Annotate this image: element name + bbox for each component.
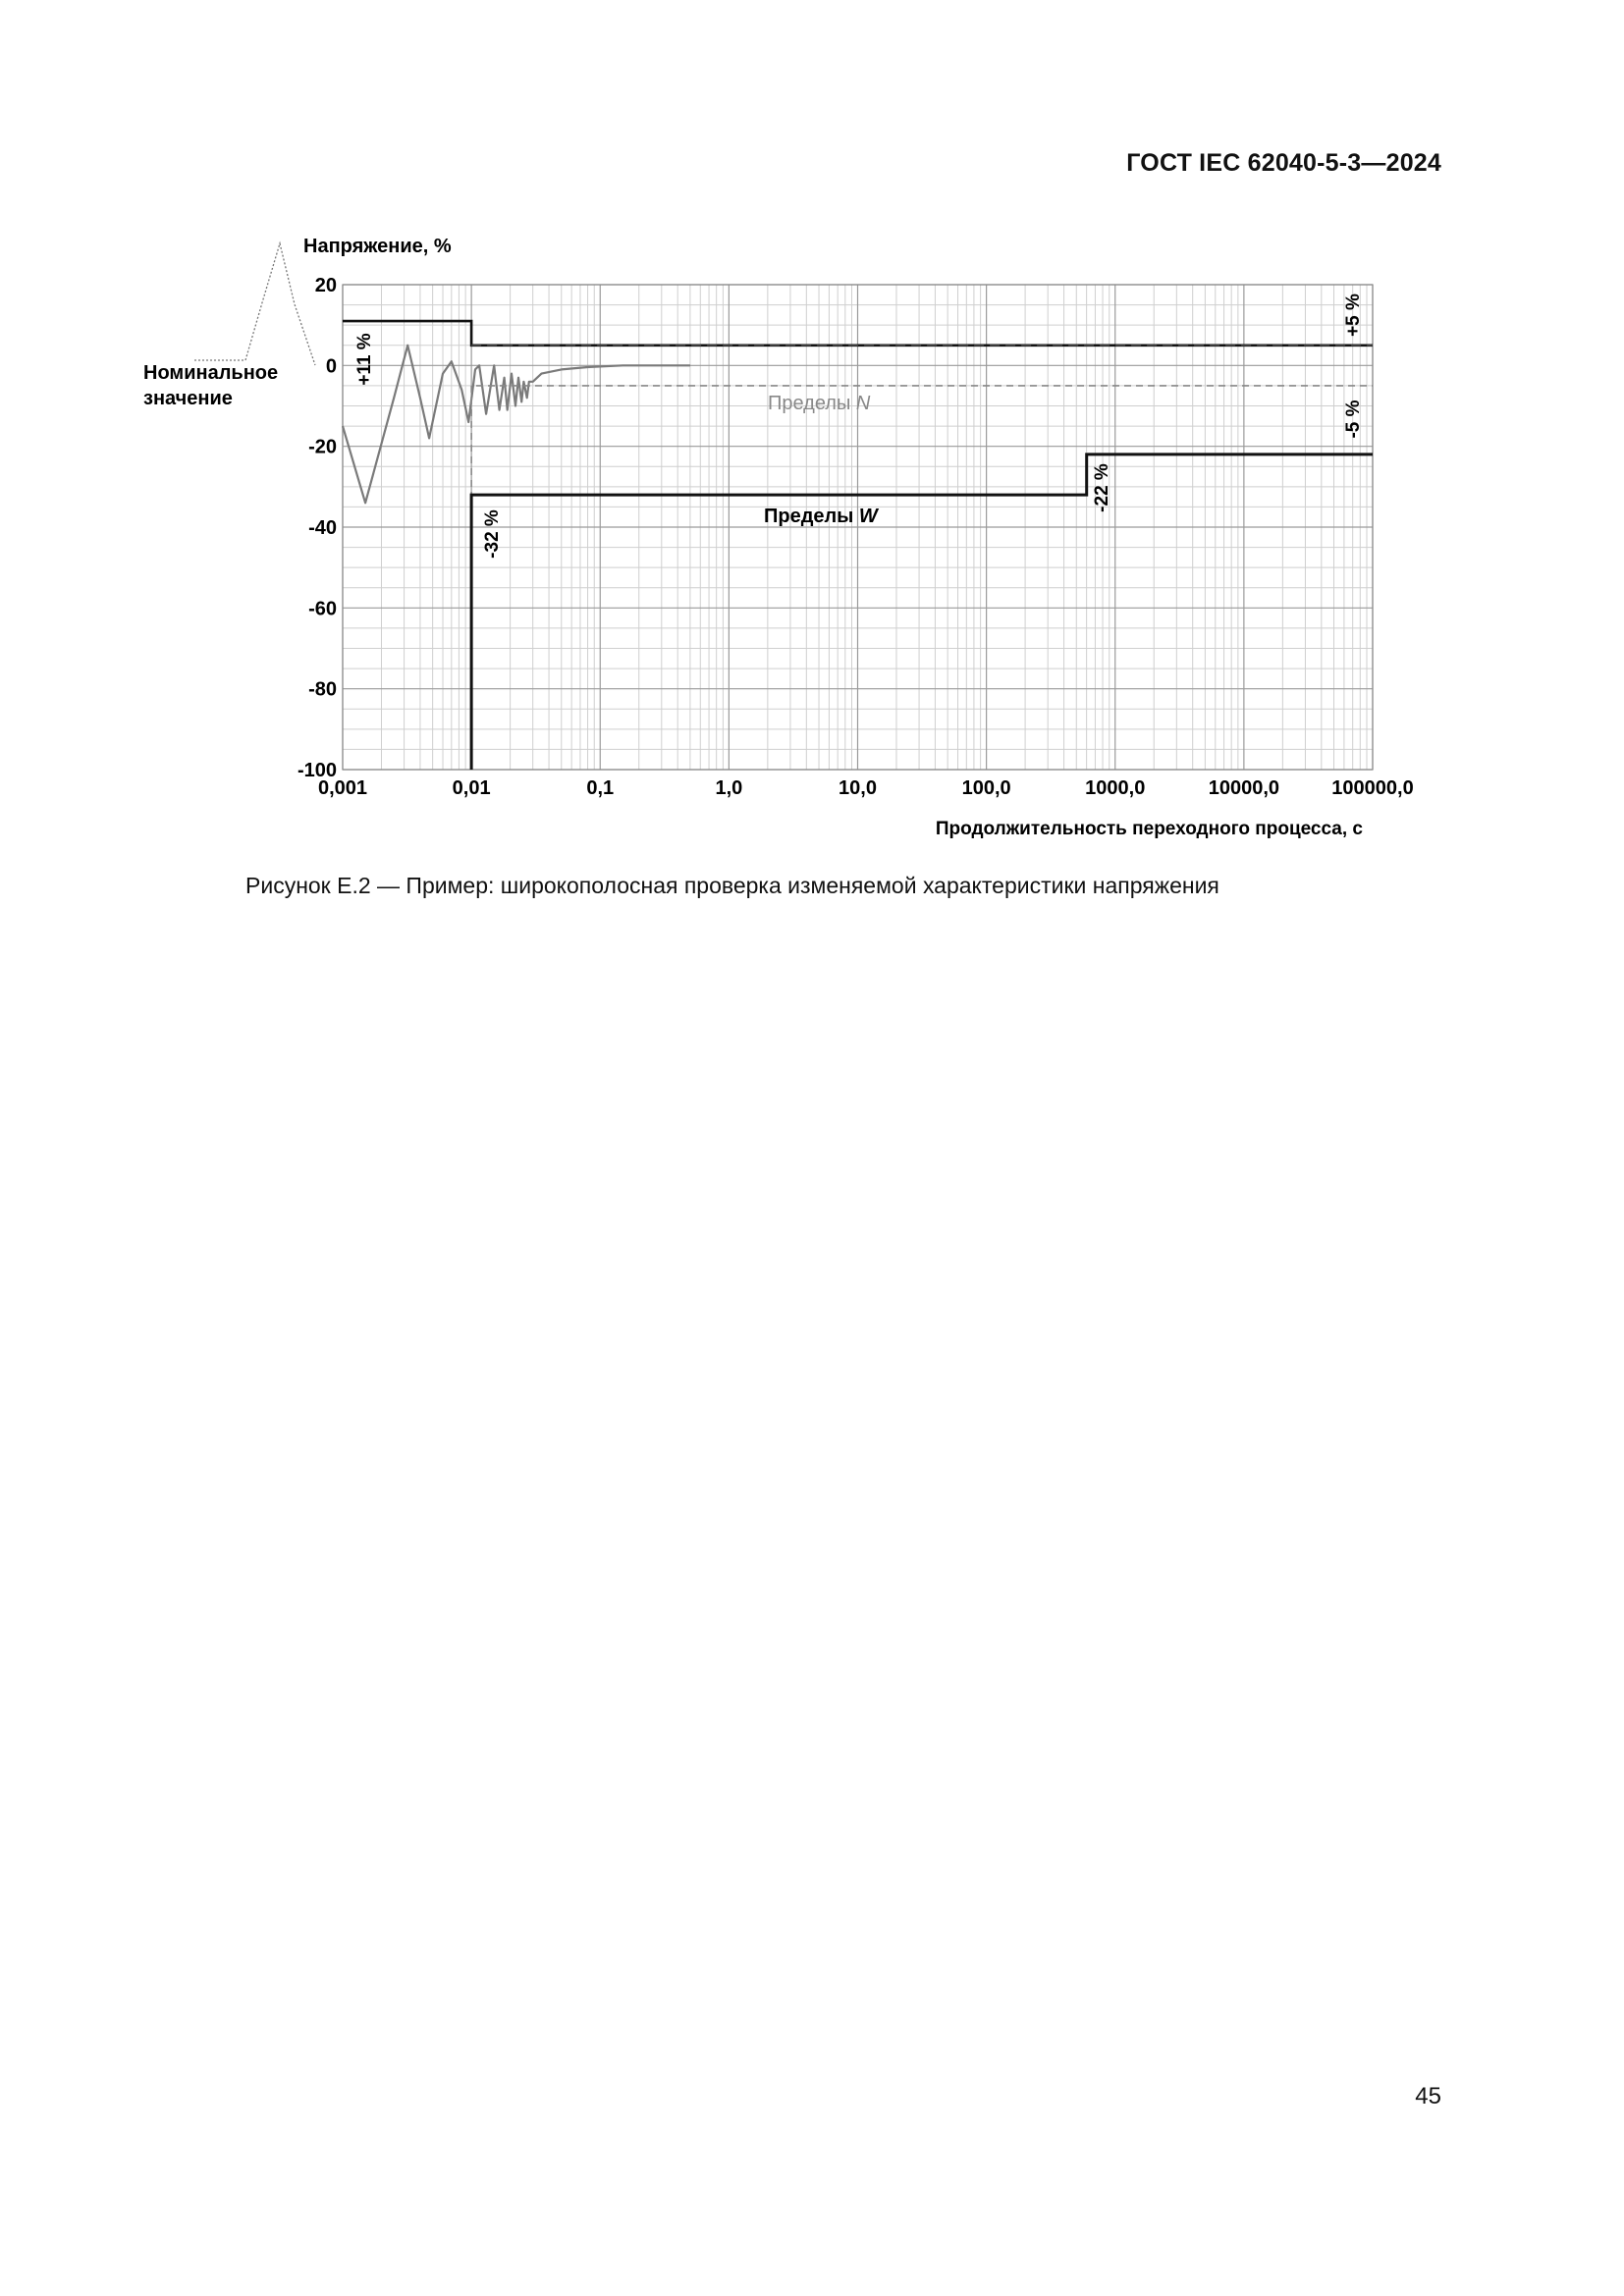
tick-labels: [298, 275, 1414, 799]
y-tick-label: 20: [314, 275, 337, 296]
series-label-w-letter: W: [858, 506, 878, 527]
y-tick-label: -40: [308, 517, 337, 539]
x-tick-label: 100000,0: [1331, 777, 1414, 799]
series-label-w: [764, 506, 880, 527]
nominal-label-line-1: Номинальное: [143, 362, 279, 384]
annotation-minus-22: -22 %: [1092, 463, 1112, 512]
y-tick-label: -20: [308, 436, 337, 458]
annotation-minus-5: -5 %: [1343, 400, 1364, 439]
series-label-n-text: Пределы: [768, 393, 856, 414]
x-tick-label: 1000,0: [1085, 777, 1146, 799]
annotation-plus-5: +5 %: [1343, 294, 1364, 337]
nominal-leader-curve: [245, 243, 315, 365]
n-limit-lower: [471, 386, 1373, 770]
w-limit-lower: [471, 454, 1373, 770]
document-header: ГОСТ IEC 62040-5-3—2024: [1126, 149, 1441, 177]
x-tick-label: 10,0: [839, 777, 877, 799]
x-tick-label: 1,0: [715, 777, 743, 799]
x-tick-label: 10000,0: [1208, 777, 1280, 799]
series-label-n: [768, 393, 871, 414]
x-tick-label: 100,0: [961, 777, 1011, 799]
nominal-label-line-2: значение: [143, 388, 233, 409]
x-tick-label: 0,001: [317, 777, 368, 799]
y-axis-label: Напряжение, %: [303, 236, 452, 257]
x-tick-label: 0,1: [586, 777, 615, 799]
annotation-plus-11: +11 %: [354, 333, 375, 386]
x-axis-label: Продолжительность переходного процесса, с: [935, 819, 1363, 839]
page-number: 45: [1415, 2083, 1441, 2109]
figure-caption: Рисунок Е.2 — Пример: широкополосная проверка изменяемой характеристики напряжения: [245, 873, 1219, 898]
y-tick-label: 0: [325, 355, 337, 378]
chart-svg: [0, 0, 1624, 864]
y-tick-label: -80: [308, 678, 337, 701]
x-tick-label: 0,01: [452, 777, 491, 799]
annotation-minus-32: -32 %: [482, 509, 503, 559]
y-tick-label: -100: [297, 760, 337, 781]
series-label-w-text: Пределы: [764, 506, 859, 527]
response-waveform: [343, 346, 690, 504]
series-label-n-letter: N: [855, 393, 871, 414]
y-tick-label: -60: [308, 598, 337, 620]
